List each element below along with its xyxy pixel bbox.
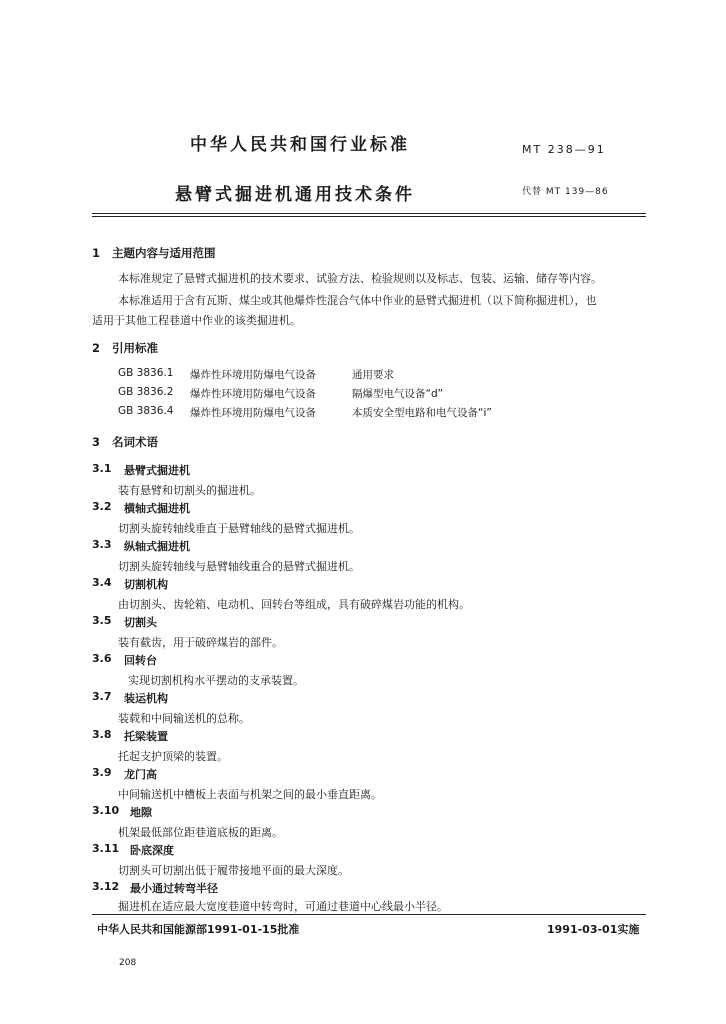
page-title: 悬臂式掘进机通用技术条件: [175, 185, 415, 205]
section-2-number: 2: [92, 341, 101, 355]
standard-category: 中华人民共和国行业标准: [190, 135, 410, 155]
term-definition: 装载和中间输送机的总称。: [118, 712, 250, 725]
section-3-number: 3: [92, 435, 101, 449]
issuer-approval: 中华人民共和国能源部1991-01-15批准: [97, 923, 300, 936]
term-definition: 机架最低部位距巷道底板的距离。: [118, 826, 283, 839]
term-name: 悬臂式掘进机: [124, 464, 190, 477]
term-definition: 切割头旋转轴线垂直于悬臂轴线的悬臂式掘进机。: [118, 522, 360, 535]
section-1-para-1: 本标准规定了悬臂式掘进机的技术要求、试验方法、检验规则以及标志、包装、运输、储存等内容。: [118, 272, 602, 285]
ref-name: 爆炸性环境用防爆电气设备: [190, 388, 316, 400]
term-number: 3.8: [92, 728, 112, 741]
term-number: 3.3: [92, 538, 112, 551]
ref-part: 本质安全型电路和电气设备“i”: [352, 407, 492, 419]
replaces-note: 代替 MT 139—86: [522, 187, 609, 197]
header-divider-thin: [92, 216, 646, 217]
term-name: 切割机构: [124, 578, 168, 591]
header-divider: [92, 213, 646, 214]
section-1-number: 1: [92, 246, 101, 260]
section-1-heading: [92, 245, 216, 261]
section-1-para-2: 本标准适用于含有瓦斯、煤尘或其他爆炸性混合气体中作业的悬臂式掘进机（以下简称掘进机），也: [118, 294, 597, 307]
term-number: 3.5: [92, 614, 112, 627]
term-definition: 中间输送机中槽板上表面与机架之间的最小垂直距离。: [118, 788, 382, 801]
section-2-heading: [92, 340, 158, 356]
section-2-title: 引用标准: [112, 341, 159, 355]
term-name: 托梁装置: [124, 730, 168, 743]
ref-name: 爆炸性环境用防爆电气设备: [190, 369, 316, 381]
term-number: 3.2: [92, 500, 112, 513]
term-name: 切割头: [124, 616, 157, 629]
effective-date: 1991-03-01实施: [547, 923, 640, 936]
footer-divider: [92, 914, 646, 915]
ref-part: 通用要求: [352, 369, 394, 381]
term-name: 龙门高: [124, 768, 157, 781]
term-definition: 掘进机在适应最大宽度巷道中转弯时，可通过巷道中心线最小半径。: [118, 900, 448, 913]
term-name: 地隙: [130, 806, 152, 819]
term-name: 装运机构: [124, 692, 168, 705]
ref-part: 隔爆型电气设备“d”: [352, 388, 444, 400]
term-number: 3.12: [92, 880, 120, 893]
term-number: 3.4: [92, 576, 112, 589]
term-number: 3.1: [92, 462, 112, 475]
term-name: 横轴式掘进机: [124, 502, 190, 515]
section-3-heading: [92, 434, 158, 450]
section-1-title: 主题内容与适用范围: [112, 246, 216, 260]
term-number: 3.10: [92, 804, 120, 817]
term-number: 3.7: [92, 690, 112, 703]
term-definition: 实现切割机构水平摆动的支承装置。: [128, 674, 304, 687]
ref-name: 爆炸性环境用防爆电气设备: [190, 407, 316, 419]
section-3-title: 名词术语: [112, 435, 159, 449]
section-1-para-3: 适用于其他工程巷道中作业的该类掘进机。: [92, 314, 301, 327]
term-definition: 装有悬臂和切割头的掘进机。: [118, 484, 261, 497]
ref-code: GB 3836.4: [118, 405, 174, 417]
ref-code: GB 3836.1: [118, 367, 174, 379]
term-name: 回转台: [124, 654, 157, 667]
term-definition: 托起支护顶梁的装置。: [118, 750, 228, 763]
term-number: 3.6: [92, 652, 112, 665]
term-name: 卧底深度: [130, 844, 174, 857]
ref-code: GB 3836.2: [118, 386, 174, 398]
term-definition: 装有截齿，用于破碎煤岩的部件。: [118, 636, 283, 649]
term-definition: 切割头可切割出低于履带接地平面的最大深度。: [118, 864, 349, 877]
page-number: 208: [119, 958, 137, 968]
term-name: 纵轴式掘进机: [124, 540, 190, 553]
term-definition: 切割头旋转轴线与悬臂轴线重合的悬臂式掘进机。: [118, 560, 360, 573]
term-name: 最小通过转弯半径: [130, 882, 218, 895]
term-number: 3.9: [92, 766, 112, 779]
doc-code: MT 238—91: [522, 143, 606, 156]
term-definition: 由切割头、齿轮箱、电动机、回转台等组成，具有破碎煤岩功能的机构。: [118, 598, 470, 611]
term-number: 3.11: [92, 842, 120, 855]
